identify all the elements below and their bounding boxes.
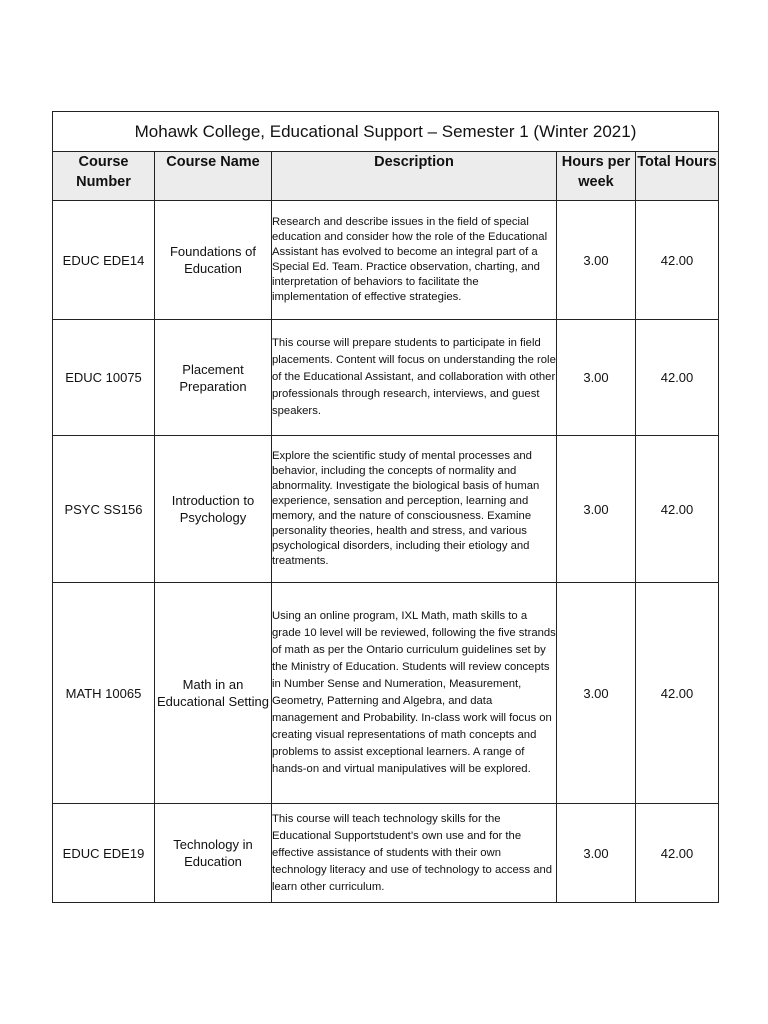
total-hours: 42.00 — [636, 804, 719, 903]
course-name: Foundations of Education — [155, 201, 272, 320]
table-row — [53, 436, 719, 583]
course-number: MATH 10065 — [53, 583, 155, 804]
course-number: EDUC 10075 — [53, 320, 155, 436]
course-table — [52, 111, 719, 903]
header-hours-per-week: Hours per week — [557, 152, 636, 201]
table-row — [53, 201, 719, 320]
course-description: Using an online program, IXL Math, math skills to a grade 10 level will be reviewed, following the five strands of math as per the Ontario curriculum guidelines set by the Ministry of Education. Students will review concepts in Number Sense and Numeration, Measurement, Geometry, Patterning and Algebra, and data management and Probability. In-class work will focus on creating visual representations of math concepts and problems to assist exceptional learners. A range of hands-on and virtual manipulatives will be explored. — [272, 583, 557, 804]
header-row — [53, 152, 719, 201]
header-total-hours: Total Hours — [636, 152, 719, 201]
hours-per-week: 3.00 — [557, 320, 636, 436]
total-hours: 42.00 — [636, 201, 719, 320]
course-number: EDUC EDE19 — [53, 804, 155, 903]
table-row — [53, 804, 719, 903]
course-number: EDUC EDE14 — [53, 201, 155, 320]
course-description: Research and describe issues in the field of special education and consider how the role of the Educational Assistant has evolved to become an integral part of a Special Ed. Team. Practice observation, charting, and interpretation of behaviors to facilitate the implementation of effective strategies. — [272, 201, 557, 320]
course-name: Introduction to Psychology — [155, 436, 272, 583]
course-description: This course will prepare students to participate in field placements. Content will focus on understanding the role of the Educational Assistant, and collaboration with other professionals through research, interviews, and guest speakers. — [272, 320, 557, 436]
table-row — [53, 320, 719, 436]
header-course-number: Course Number — [53, 152, 155, 201]
course-name: Math in an Educational Setting — [155, 583, 272, 804]
table-row — [53, 583, 719, 804]
total-hours: 42.00 — [636, 583, 719, 804]
header-description: Description — [272, 152, 557, 201]
course-description: This course will teach technology skills for the Educational Supportstudent’s own use and for the effective assistance of students with their own technology literacy and use of technology to access and learn other curriculum. — [272, 804, 557, 903]
header-course-name: Course Name — [155, 152, 272, 201]
hours-per-week: 3.00 — [557, 201, 636, 320]
hours-per-week: 3.00 — [557, 583, 636, 804]
course-description: Explore the scientific study of mental processes and behavior, including the concepts of normality and abnormality. Investigate the biological basis of human experience, sensation and perception, learning and memory, and the nature of consciousness. Examine personality theories, health and stress, and various psychological disorders, including their etiology and treatments. — [272, 436, 557, 583]
course-name: Placement Preparation — [155, 320, 272, 436]
course-number: PSYC SS156 — [53, 436, 155, 583]
table-title: Mohawk College, Educational Support – Semester 1 (Winter 2021) — [53, 112, 719, 152]
hours-per-week: 3.00 — [557, 804, 636, 903]
total-hours: 42.00 — [636, 436, 719, 583]
total-hours: 42.00 — [636, 320, 719, 436]
course-name: Technology in Education — [155, 804, 272, 903]
hours-per-week: 3.00 — [557, 436, 636, 583]
